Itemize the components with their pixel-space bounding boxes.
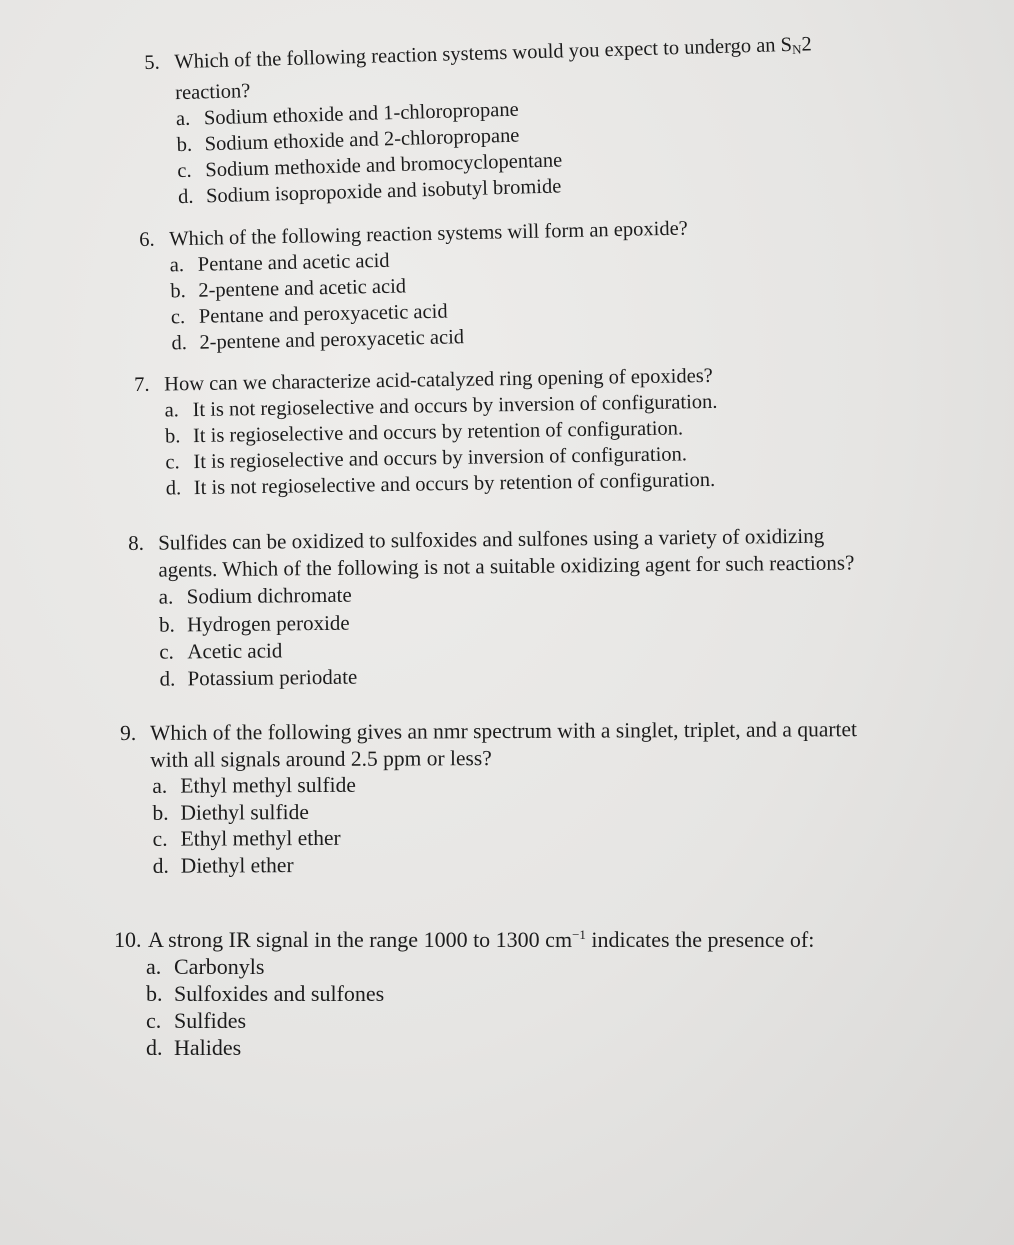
question-number: 5.: [144, 51, 161, 74]
option-text: Sodium methoxide and bromocyclopentane: [205, 149, 563, 182]
option-text: It is regioselective and occurs by retention of configuration.: [192, 417, 684, 448]
option-letter: a.: [169, 254, 185, 277]
option-text: Sulfoxides and sulfones: [174, 981, 385, 1006]
question-5: [144, 31, 816, 211]
option-text: Pentane and acetic acid: [197, 249, 390, 276]
answer-options: [129, 576, 856, 693]
question-text-part: 2: [801, 33, 812, 56]
option-text: 2-pentene and acetic acid: [198, 275, 407, 302]
question-number: 6.: [139, 228, 155, 251]
question-text-part: indicates the presence of:: [585, 927, 815, 952]
question-9: [120, 716, 858, 879]
answer-option-a: [152, 769, 857, 799]
question-text: How can we characterize acid-catalyzed ring opening of epoxides?: [164, 364, 713, 396]
answer-options: [146, 88, 816, 211]
answer-option-d: [153, 849, 858, 879]
option-text: Halides: [174, 1035, 242, 1060]
option-letter: c.: [152, 826, 168, 851]
option-text: It is not regioselective and occurs by inversion of configuration.: [192, 390, 718, 422]
question-text-continuation: agents. Which of the following is not a suitable oxidizing agent for such reactions?: [158, 550, 855, 582]
question-9-stem: [120, 716, 857, 746]
option-text: Sodium ethoxide and 1-chloropropane: [203, 98, 519, 130]
question-7: [134, 363, 719, 502]
option-letter: c.: [170, 306, 186, 329]
option-letter: a.: [158, 584, 174, 609]
question-number: 8.: [128, 530, 145, 555]
option-text: Acetic acid: [187, 638, 283, 664]
answer-option-c: [153, 822, 858, 852]
question-text-continuation: reaction?: [174, 80, 251, 105]
question-text-part: A strong IR signal in the range 1000 to 1300 cm: [148, 927, 573, 952]
option-letter: d.: [152, 853, 169, 878]
option-text: Hydrogen peroxide: [186, 610, 350, 637]
option-letter: a.: [175, 107, 191, 131]
question-text: Which of the following reaction systems will form an epoxide?: [169, 217, 689, 251]
superscript-text: −1: [572, 927, 586, 942]
option-text: Potassium periodate: [187, 664, 358, 691]
answer-options: [140, 242, 691, 357]
option-text: Sulfides: [174, 1008, 247, 1033]
answer-option-b: [152, 796, 857, 826]
question-number: 7.: [134, 373, 150, 396]
question-text: Sulfides can be oxidized to sulfoxides and sulfones using a variety of oxidizing: [158, 523, 825, 555]
option-letter: b.: [176, 133, 193, 157]
option-letter: d.: [159, 666, 176, 691]
question-number: 9.: [120, 720, 137, 745]
option-text: Carbonyls: [174, 954, 265, 979]
answer-option-b: [146, 980, 814, 1007]
option-letter: b.: [164, 425, 181, 448]
option-letter: a.: [164, 399, 180, 422]
option-letter: d.: [171, 332, 188, 355]
option-letter: a.: [152, 773, 168, 798]
question-text-part: Which of the following reaction systems would you expect to undergo an S: [174, 33, 793, 74]
option-letter: d.: [146, 1035, 163, 1060]
answer-options: [134, 389, 718, 502]
question-text-continuation: with all signals around 2.5 ppm or less?: [150, 745, 492, 772]
question-text: Which of the following gives an nmr spectrum with a singlet, triplet, and a quartet: [150, 717, 858, 745]
option-text: It is not regioselective and occurs by retention of configuration.: [193, 468, 716, 500]
option-text: Ethyl methyl sulfide: [180, 772, 356, 798]
question-10-stem: [114, 926, 814, 953]
answer-options: [120, 769, 857, 879]
subscript-text: N: [791, 41, 802, 57]
option-letter: c.: [146, 1008, 162, 1033]
question-text: [148, 926, 814, 953]
option-text: Pentane and peroxyacetic acid: [198, 300, 448, 328]
option-letter: c.: [159, 639, 174, 664]
option-letter: d.: [177, 185, 194, 209]
answer-option-d: [146, 1034, 814, 1061]
option-letter: b.: [146, 981, 163, 1006]
option-text: Sodium isopropoxide and isobutyl bromide: [205, 175, 562, 208]
option-text: Sodium ethoxide and 2-chloropropane: [204, 124, 520, 156]
answer-option-c: [146, 1007, 814, 1034]
option-letter: d.: [165, 477, 182, 500]
question-10: [114, 926, 814, 1061]
question-8: [128, 522, 856, 693]
question-6: [139, 216, 690, 357]
option-letter: b.: [158, 612, 175, 637]
option-text: Diethyl ether: [180, 852, 294, 878]
option-letter: a.: [146, 954, 162, 979]
answer-options: [114, 953, 814, 1061]
option-text: It is regioselective and occurs by inversion of configuration.: [193, 443, 688, 474]
option-text: Diethyl sulfide: [180, 799, 309, 825]
question-number: 10.: [114, 927, 142, 952]
option-letter: c.: [177, 159, 192, 183]
option-letter: b.: [170, 280, 186, 303]
answer-option-a: [146, 953, 814, 980]
option-text: 2-pentene and peroxyacetic acid: [199, 326, 465, 354]
option-letter: b.: [152, 800, 169, 825]
option-letter: c.: [165, 451, 180, 474]
option-text: Sodium dichromate: [186, 582, 352, 609]
option-text: Ethyl methyl ether: [180, 825, 341, 851]
